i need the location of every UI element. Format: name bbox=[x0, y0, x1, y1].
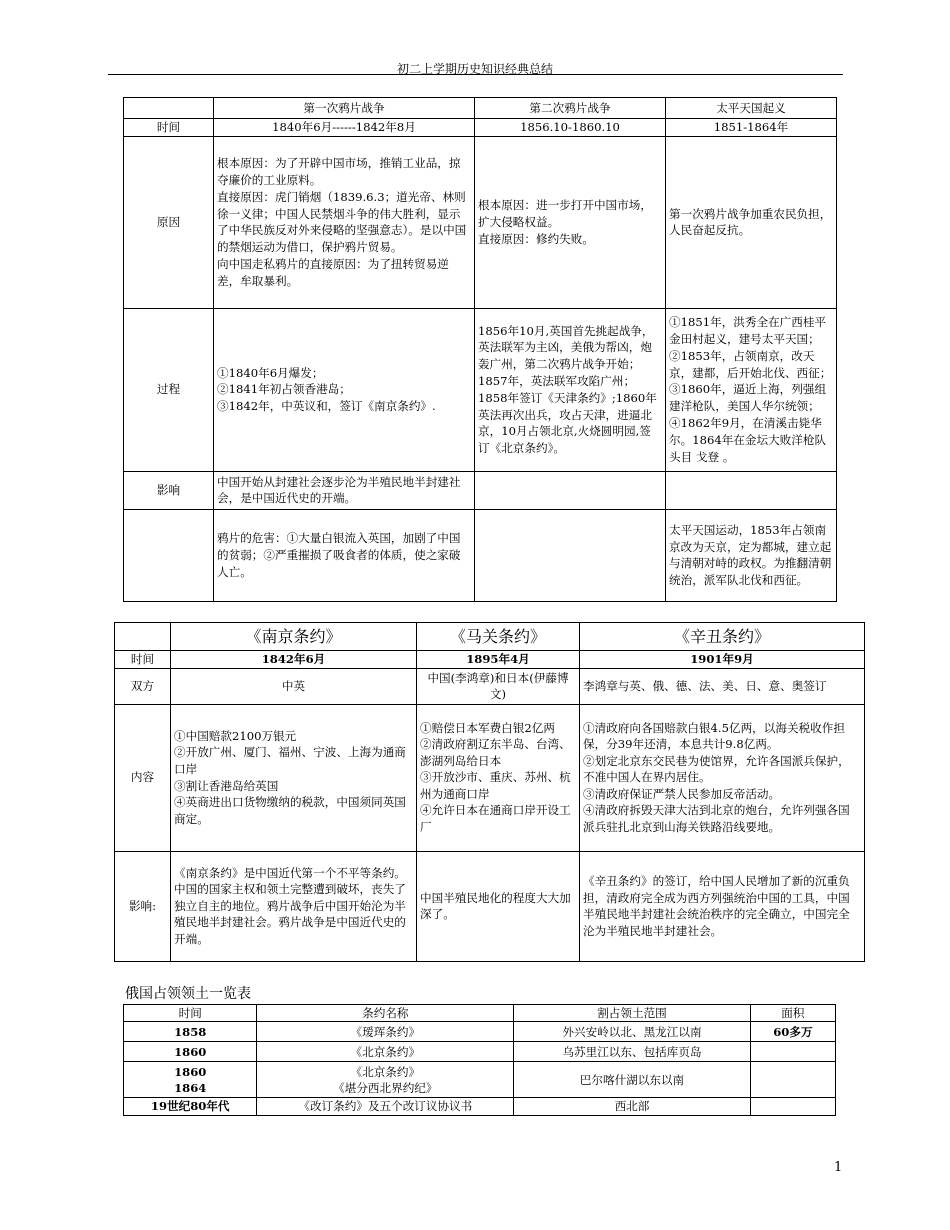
table-cell: ①清政府向各国赔款白银4.5亿两，以海关税收作担保，分39年还清，本息共计9.8亿两。 ②划定北京东交民巷为使馆界，允许各国派兵保护，不准中国人在界内居住。 ③清政府保证严禁人民参加反帝活动。 ④清政府拆毁天津大沽到北京的炮台，允许列强各国派兵驻扎北京到山海关铁路沿线要地。 bbox=[580, 704, 865, 851]
table-cell: 1895年4月 bbox=[417, 651, 580, 669]
table-cell: 中国开始从封建社会逐步沦为半殖民地半封建社会，是中国近代史的开端。 bbox=[214, 471, 475, 509]
table-row bbox=[124, 509, 837, 601]
table-cell: 1856.10-1860.10 bbox=[475, 119, 666, 137]
table-cell: 中国(李鸿章)和日本(伊藤博文) bbox=[417, 668, 580, 704]
table-cell: 第一次鸦片战争加重农民负担，人民奋起反抗。 bbox=[666, 136, 837, 308]
table-cell: 《北京条约》 《堪分西北界约纪》 bbox=[257, 1062, 514, 1098]
table-cell: 鸦片的危害：①大量白银流入英国，加剧了中国的贫弱；②严重摧损了吸食者的体质，使之家破人亡。 bbox=[214, 509, 475, 601]
table-cell: 19世纪80年代 bbox=[124, 1098, 257, 1115]
header-cell bbox=[115, 623, 171, 651]
table-row bbox=[124, 136, 837, 308]
table-cell: 《北京条约》 bbox=[257, 1042, 514, 1062]
row-label: 时间 bbox=[124, 119, 214, 137]
header-cell: 《南京条约》 bbox=[171, 623, 417, 651]
table-row bbox=[115, 704, 865, 851]
row-label bbox=[124, 509, 214, 601]
table-row bbox=[124, 1022, 836, 1042]
table-cell bbox=[666, 471, 837, 509]
header-cell: 第二次鸦片战争 bbox=[475, 98, 666, 119]
table-cell: 《辛丑条约》的签订，给中国人民增加了新的沉重负担，清政府完全成为西方列强统治中国的工具，中国半殖民地半封建社会统治秩序的完全确立，中国完全沦为半殖民地半封建社会。 bbox=[580, 851, 865, 961]
row-label: 时间 bbox=[115, 651, 171, 669]
russia-territory-table bbox=[123, 1004, 836, 1116]
table-cell bbox=[475, 509, 666, 601]
table-cell: 《瑷珲条约》 bbox=[257, 1022, 514, 1042]
table-row bbox=[124, 1062, 836, 1098]
header-cell: 第一次鸦片战争 bbox=[214, 98, 475, 119]
table-row bbox=[115, 668, 865, 704]
table-header-row bbox=[124, 98, 837, 119]
table-cell bbox=[475, 471, 666, 509]
table-cell: 太平天国运动，1853年占领南京改为天京，定为都城，建立起与清朝对峙的政权。为推翻清朝统治，派军队北伐和西征。 bbox=[666, 509, 837, 601]
table-cell: ①1851年，洪秀全在广西桂平金田村起义，建号太平天国； ②1853年，占领南京，改天京，建都，后开始北伐、西征； ③1860年，逼近上海，列强组建洋枪队，美国人华尔统领； ④1862年9月，在清溪击毙华尔。1864年在金坛大败洋枪队头目 戈登 。 bbox=[666, 308, 837, 471]
table-cell: 根本原因：进一步打开中国市场，扩大侵略权益。 直接原因：修约失败。 bbox=[475, 136, 666, 308]
row-label: 双方 bbox=[115, 668, 171, 704]
table-cell: 西北部 bbox=[514, 1098, 751, 1115]
page-header: 初二上学期历史知识经典总结 bbox=[396, 62, 553, 76]
header-cell bbox=[124, 98, 214, 119]
table-cell: 1860 bbox=[124, 1042, 257, 1062]
table-row bbox=[124, 1098, 836, 1115]
table-row bbox=[124, 1042, 836, 1062]
header-cell: 割占领土范围 bbox=[514, 1005, 751, 1022]
treaty-comparison-table bbox=[114, 622, 865, 962]
table-cell: ①1840年6月爆发； ②1841年初占领香港岛； ③1842年，中英议和，签订《南京条约》. bbox=[214, 308, 475, 471]
table-cell: 根本原因：为了开辟中国市场，推销工业品，掠夺廉价的工业原料。 直接原因：虎门销烟（1839.6.3；道光帝、林则徐一义律；中国人民禁烟斗争的伟大胜利，显示了中华民族反对外来侵略的坚强意志）。是以中国的禁烟运动为借口，保护鸦片贸易。 向中国走私鸦片的直接原因：为了扭转贸易逆差，牟取暴利。 bbox=[214, 136, 475, 308]
header-cell: 《辛丑条约》 bbox=[580, 623, 865, 651]
table-cell: 乌苏里江以东、包括库页岛 bbox=[514, 1042, 751, 1062]
table-row bbox=[124, 119, 837, 137]
header-cell: 《马关条约》 bbox=[417, 623, 580, 651]
header-cell: 条约名称 bbox=[257, 1005, 514, 1022]
table-title: 俄国占领领土一览表 bbox=[125, 986, 251, 1002]
header-divider bbox=[108, 74, 843, 75]
row-label: 过程 bbox=[124, 308, 214, 471]
row-label: 内容 bbox=[115, 704, 171, 851]
table-cell: 1840年6月------1842年8月 bbox=[214, 119, 475, 137]
header-cell: 时间 bbox=[124, 1005, 257, 1022]
opium-war-comparison-table bbox=[123, 97, 837, 602]
table-cell: 1856年10月,英国首先挑起战争，英法联军为主凶，美俄为帮凶，炮轰广州，第二次鸦片战争开始；1857年，英法联军攻陷广州；1858年签订《天津条约》;1860年英法再次出兵，攻占天津，进逼北京，10月占领北京,火烧圆明园,签订《北京条约》。 bbox=[475, 308, 666, 471]
table-cell: 1858 bbox=[124, 1022, 257, 1042]
table-row bbox=[124, 308, 837, 471]
row-label: 原因 bbox=[124, 136, 214, 308]
table-row bbox=[115, 851, 865, 961]
table-cell: 《南京条约》是中国近代第一个不平等条约。中国的国家主权和领土完整遭到破坏，丧失了独立自主的地位。鸦片战争后中国开始沦为半殖民地半封建社会。鸦片战争是中国近代史的开端。 bbox=[171, 851, 417, 961]
row-label: 影响: bbox=[115, 851, 171, 961]
table-cell: 1901年9月 bbox=[580, 651, 865, 669]
row-label: 影响 bbox=[124, 471, 214, 509]
page-number: 1 bbox=[834, 1160, 843, 1175]
table-cell: 60多万 bbox=[750, 1022, 835, 1042]
table-cell: 李鸿章与英、俄、德、法、美、日、意、奥签订 bbox=[580, 668, 865, 704]
table-cell: 1860 1864 bbox=[124, 1062, 257, 1098]
header-cell: 面积 bbox=[750, 1005, 835, 1022]
table-header-row bbox=[115, 623, 865, 651]
table-cell: 中英 bbox=[171, 668, 417, 704]
table-cell: 巴尔喀什湖以东以南 bbox=[514, 1062, 751, 1098]
table-cell: 《改订条约》及五个改订议协议书 bbox=[257, 1098, 514, 1115]
table-cell: ①赔偿日本军费白银2亿两 ②清政府割辽东半岛、台湾、澎湖列岛给日本 ③开放沙市、重庆、苏州、杭州为通商口岸 ④允许日本在通商口岸开设工厂 bbox=[417, 704, 580, 851]
table-cell: 1842年6月 bbox=[171, 651, 417, 669]
table-row bbox=[115, 651, 865, 669]
table-cell: 1851-1864年 bbox=[666, 119, 837, 137]
table-cell bbox=[750, 1098, 835, 1115]
table-cell bbox=[750, 1042, 835, 1062]
table-cell: 外兴安岭以北、黑龙江以南 bbox=[514, 1022, 751, 1042]
table-row bbox=[124, 471, 837, 509]
table-header-row bbox=[124, 1005, 836, 1022]
table-cell: 中国半殖民地化的程度大大加深了。 bbox=[417, 851, 580, 961]
table-cell bbox=[750, 1062, 835, 1098]
header-cell: 太平天国起义 bbox=[666, 98, 837, 119]
table-cell: ①中国赔款2100万银元 ②开放广州、厦门、福州、宁波、上海为通商口岸 ③割让香港岛给英国 ④英商进出口货物缴纳的税款，中国须同英国商定。 bbox=[171, 704, 417, 851]
